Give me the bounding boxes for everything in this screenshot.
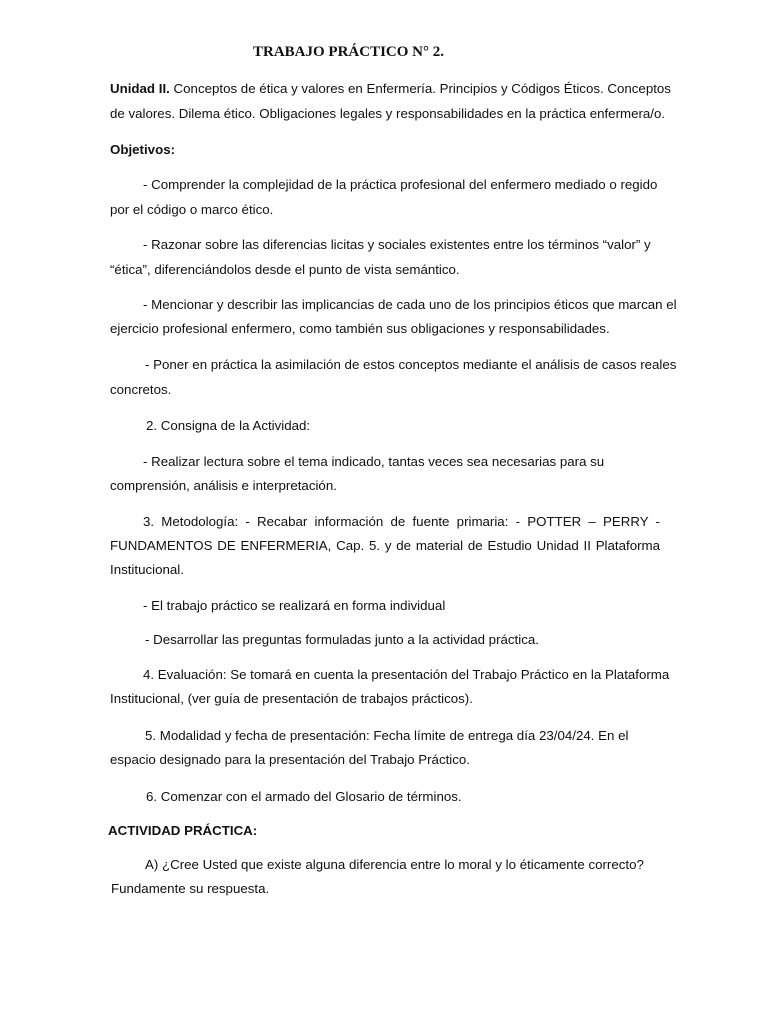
- modalidad-line-2: espacio designado para la presentación del Trabajo Práctico.: [110, 752, 470, 767]
- consigna-line-1: - Realizar lectura sobre el tema indicado, tantas veces sea necesarias para su: [143, 454, 605, 469]
- metodologia-bullet-1: - El trabajo práctico se realizará en forma individual: [143, 598, 446, 613]
- modalidad-line-1: 5. Modalidad y fecha de presentación: Fecha límite de entrega día 23/04/24. En el: [145, 728, 629, 743]
- metodologia-bullet-2: - Desarrollar las preguntas formuladas junto a la actividad práctica.: [145, 632, 539, 647]
- unidad-line-2: de valores. Dilema ético. Obligaciones legales y responsabilidades en la práctica enfermera/o.: [110, 106, 666, 121]
- objetivo-3-line-2: ejercicio profesional enfermero, como también sus obligaciones y responsabilidades.: [110, 321, 610, 336]
- glosario-line: 6. Comenzar con el armado del Glosario de términos.: [146, 789, 462, 804]
- consigna-line-2: comprensión, análisis e interpretación.: [110, 478, 337, 493]
- evaluacion-line-1: 4. Evaluación: Se tomará en cuenta la presentación del Trabajo Práctico en la Plataforma: [143, 667, 670, 682]
- unidad-line-1: [110, 81, 671, 97]
- metodologia-line-2: FUNDAMENTOS DE ENFERMERIA, Cap. 5. y de material de Estudio Unidad II Plataforma: [110, 538, 660, 553]
- actividad-question-line-2: Fundamente su respuesta.: [111, 881, 270, 896]
- objetivo-2-line-1: - Razonar sobre las diferencias licitas y sociales existentes entre los términos “valor” y: [143, 237, 651, 252]
- consigna-heading: 2. Consigna de la Actividad:: [146, 418, 311, 433]
- unidad-text-1: Conceptos de ética y valores en Enfermería. Principios y Códigos Éticos. Conceptos: [173, 81, 671, 96]
- metodologia-line-1: 3. Metodología: - Recabar información de fuente primaria: - POTTER – PERRY -: [143, 514, 660, 529]
- page-title: TRABAJO PRÁCTICO N° 2.: [253, 44, 445, 60]
- actividad-question-line-1: A) ¿Cree Usted que existe alguna diferencia entre lo moral y lo éticamente correcto?: [145, 857, 644, 872]
- unidad-label: Unidad II.: [110, 81, 170, 96]
- objetivo-4-line-1: - Poner en práctica la asimilación de estos conceptos mediante el análisis de casos reales: [145, 357, 677, 372]
- objetivos-heading: Objetivos:: [110, 142, 176, 157]
- objetivo-1-line-2: por el código o marco ético.: [110, 202, 274, 217]
- objetivo-3-line-1: - Mencionar y describir las implicancias de cada uno de los principios éticos que marcan el: [143, 297, 677, 312]
- objetivo-4-line-2: concretos.: [110, 382, 172, 397]
- evaluacion-line-2: Institucional, (ver guía de presentación de trabajos prácticos).: [110, 691, 473, 706]
- objetivo-1-line-1: - Comprender la complejidad de la práctica profesional del enfermero mediado o regido: [143, 177, 658, 192]
- objetivo-2-line-2: “ética”, diferenciándolos desde el punto de vista semántico.: [110, 262, 460, 277]
- metodologia-line-3: Institucional.: [110, 562, 184, 577]
- actividad-heading: ACTIVIDAD PRÁCTICA:: [108, 823, 258, 838]
